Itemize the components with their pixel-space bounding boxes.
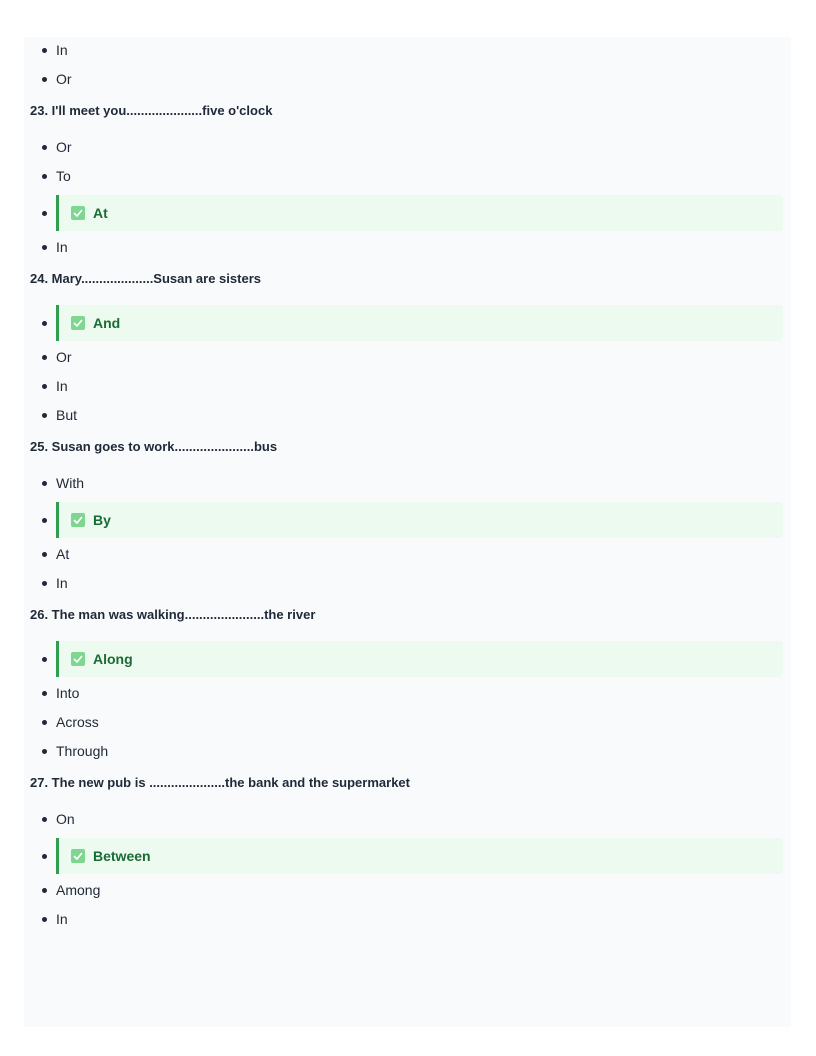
correct-answer-box (56, 502, 783, 538)
question-24-options (56, 305, 783, 425)
question-23-options (56, 137, 783, 257)
question-25-options (56, 473, 783, 593)
checkmark-icon (71, 652, 85, 666)
question-24: 24. Mary....................Susan are sisters (30, 271, 261, 286)
option-item: But (56, 405, 783, 425)
checkmark-icon (71, 513, 85, 527)
correct-option-item (56, 502, 783, 538)
correct-answer-box (56, 305, 783, 341)
checkmark-icon (71, 849, 85, 863)
correct-option-item (56, 641, 783, 677)
quiz-content (24, 37, 791, 929)
correct-answer-box (56, 838, 783, 874)
correct-answer-label: Between (93, 848, 151, 864)
previous-question-options (56, 40, 783, 89)
correct-option-item (56, 838, 783, 874)
correct-answer-label: At (93, 205, 108, 221)
correct-option-item (56, 305, 783, 341)
option-item: In (56, 573, 783, 593)
correct-answer-label: And (93, 315, 121, 331)
option-item: On (56, 809, 783, 829)
checkmark-icon (71, 316, 85, 330)
option-item: Or (56, 137, 783, 157)
correct-answer-label: Along (93, 651, 133, 667)
option-item: Or (56, 347, 783, 367)
correct-answer-box (56, 195, 783, 231)
option-item: Across (56, 712, 783, 732)
option-item: Into (56, 683, 783, 703)
option-item: At (56, 544, 783, 564)
option-item: To (56, 166, 783, 186)
question-26-options (56, 641, 783, 761)
option-item: Or (56, 69, 783, 89)
question-23: 23. I'll meet you.....................five o'clock (30, 103, 273, 118)
option-item: Among (56, 880, 783, 900)
option-item: With (56, 473, 783, 493)
option-item: In (56, 909, 783, 929)
correct-option-item (56, 195, 783, 231)
question-27: 27. The new pub is .....................the bank and the supermarket (30, 775, 410, 790)
option-item: Through (56, 741, 783, 761)
checkmark-icon (71, 206, 85, 220)
correct-answer-box (56, 641, 783, 677)
quiz-sheet (24, 37, 791, 1027)
option-item: In (56, 237, 783, 257)
correct-answer-label: By (93, 512, 111, 528)
option-item: In (56, 376, 783, 396)
question-26: 26. The man was walking......................the river (30, 607, 316, 622)
option-item: In (56, 40, 783, 60)
question-27-options (56, 809, 783, 929)
question-25: 25. Susan goes to work......................bus (30, 439, 278, 454)
